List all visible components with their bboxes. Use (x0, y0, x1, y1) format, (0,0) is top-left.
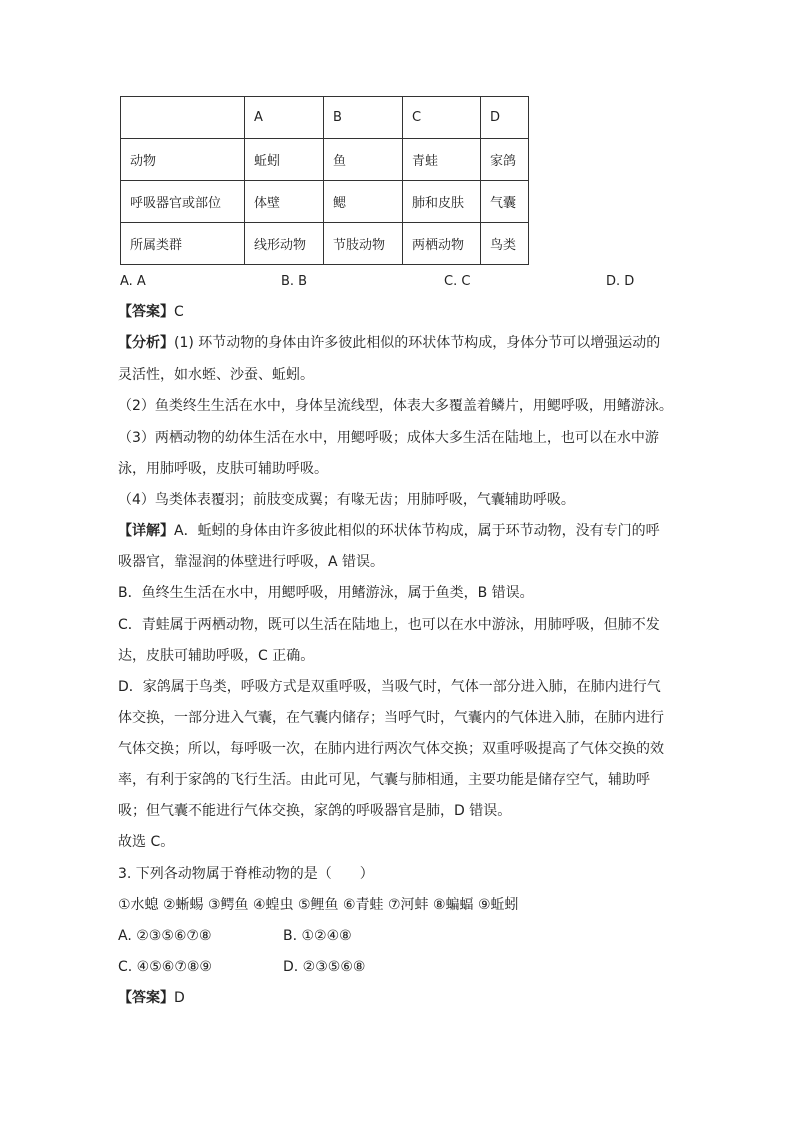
analysis-line (118, 333, 660, 353)
detail-line: 率，有利于家鸽的飞行生活。由此可见，气囊与肺相通，主要功能是储存空气，辅助呼 (118, 772, 650, 788)
q3-option-d: D. ②③⑤⑥⑧ (283, 959, 366, 975)
table-row (121, 223, 529, 265)
detail-line: 达，皮肤可辅助呼吸，C 正确。 (118, 648, 315, 664)
option-d: D. D (606, 274, 635, 289)
analysis-line: 泳，用肺呼吸，皮肤可辅助呼吸。 (118, 461, 328, 477)
detail-text: A．蚯蚓的身体由许多彼此相似的环状体节构成，属于环节动物，没有专门的呼 (174, 523, 660, 539)
detail-line: D．家鸽属于鸟类，呼吸方式是双重呼吸，当吸气时，气体一部分进入肺，在肺内进行气 (118, 679, 661, 695)
q3-option-b: B. ①②④⑧ (283, 928, 352, 944)
table-cell: 线形动物 (245, 223, 324, 265)
analysis-line: （2）鱼类终生生活在水中，身体呈流线型，体表大多覆盖着鳞片，用鳃呼吸，用鳍游泳。 (118, 398, 673, 414)
table-cell: 家鸽 (481, 139, 529, 181)
table-cell: 青蛙 (403, 139, 481, 181)
answer-value: C (174, 304, 184, 320)
table-row (121, 181, 529, 223)
table-cell: 鸟类 (481, 223, 529, 265)
table-cell: B (324, 97, 403, 139)
table-cell: C (403, 97, 481, 139)
question-3: 3. 下列各动物属于脊椎动物的是（ ） (118, 866, 374, 882)
detail-line: 吸；但气囊不能进行气体交换，家鸽的呼吸器官是肺，D 错误。 (118, 803, 512, 819)
table-cell: 气囊 (481, 181, 529, 223)
analysis-line: 灵活性，如水蛭、沙蚕、蚯蚓。 (118, 367, 314, 383)
analysis-text: (1) 环节动物的身体由许多彼此相似的环状体节构成，身体分节可以增强运动的 (174, 335, 661, 351)
table-cell: 鱼 (324, 139, 403, 181)
question-3-items: ①水螅 ②蜥蜴 ③鳄鱼 ④蝗虫 ⑤鲤鱼 ⑥青蛙 ⑦河蚌 ⑧蝙蝠 ⑨蚯蚓 (118, 897, 519, 913)
answer-line (118, 302, 184, 322)
comparison-table (120, 96, 529, 265)
q3-option-a: A. ②③⑤⑥⑦⑧ (118, 928, 212, 944)
analysis-line: （3）两栖动物的幼体生活在水中，用鳃呼吸；成体大多生活在陆地上，也可以在水中游 (118, 430, 659, 446)
table-cell: 鳃 (324, 181, 403, 223)
table-cell: 节肢动物 (324, 223, 403, 265)
table-cell: 蚯蚓 (245, 139, 324, 181)
table-cell: D (481, 97, 529, 139)
q3-option-c: C. ④⑤⑥⑦⑧⑨ (118, 959, 212, 975)
table-cell: 体壁 (245, 181, 324, 223)
table-cell: 所属类群 (121, 223, 245, 265)
q2-options (0, 274, 794, 294)
detail-line: 吸器官，靠湿润的体壁进行呼吸，A 错误。 (118, 554, 385, 570)
table-cell (121, 97, 245, 139)
table-cell: 肺和皮肤 (403, 181, 481, 223)
answer-tag: 【答案】 (118, 990, 174, 1006)
answer-line (118, 988, 185, 1008)
detail-line: 气体交换；所以，每呼吸一次，在肺内进行两次气体交换；双重呼吸提高了气体交换的效 (118, 741, 664, 757)
detail-line: C．青蛙属于两栖动物，既可以生活在陆地上，也可以在水中游泳，用肺呼吸，但肺不发 (118, 617, 660, 633)
option-c: C. C (444, 274, 471, 289)
analysis-tag: 【分析】 (118, 335, 174, 351)
conclusion-line: 故选 C。 (118, 834, 175, 850)
analysis-line: （4）鸟类体表覆羽；前肢变成翼；有喙无齿；用肺呼吸，气囊辅助呼吸。 (118, 492, 575, 508)
detail-line: B．鱼终生生活在水中，用鳃呼吸，用鳍游泳，属于鱼类，B 错误。 (118, 585, 534, 601)
table-cell: 两栖动物 (403, 223, 481, 265)
detail-line: 体交换，一部分进入气囊，在气囊内储存；当呼气时，气囊内的气体进入肺，在肺内进行 (118, 710, 664, 726)
detail-line (118, 521, 660, 541)
table-row (121, 139, 529, 181)
option-b: B. B (281, 274, 308, 289)
option-a: A. A (120, 274, 146, 289)
answer-tag: 【答案】 (118, 304, 174, 320)
detail-tag: 【详解】 (118, 523, 174, 539)
table-cell: 动物 (121, 139, 245, 181)
table-row (121, 97, 529, 139)
table-cell: 呼吸器官或部位 (121, 181, 245, 223)
answer-value: D (174, 990, 185, 1006)
table-cell: A (245, 97, 324, 139)
